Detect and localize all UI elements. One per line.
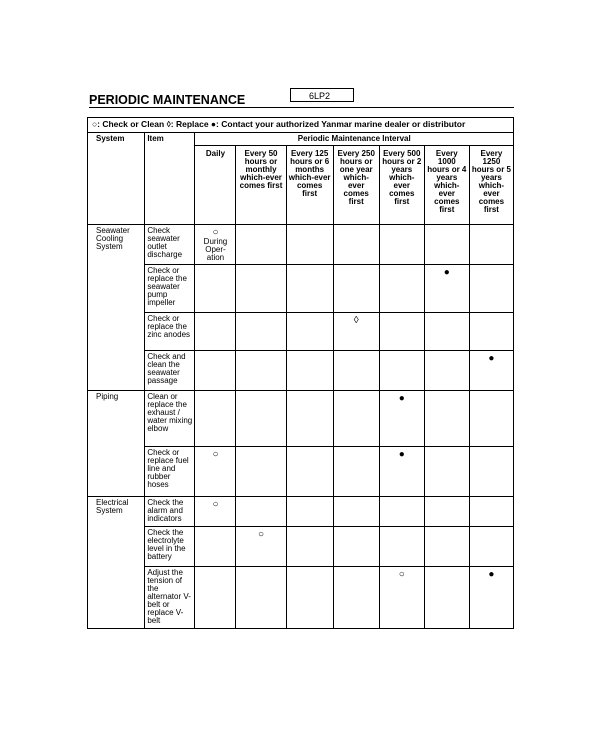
item-cell: Check the electrolyte level in the battery — [145, 527, 195, 567]
interval-cell — [195, 391, 236, 447]
interval-cell — [379, 265, 424, 313]
item-cell: Check seawater outlet discharge — [145, 225, 195, 265]
interval-cell — [333, 567, 379, 629]
mark-symbol: ● — [488, 353, 495, 364]
interval-header: Every 1000 hours or 4 years which-ever comes first — [424, 146, 469, 225]
interval-cell — [333, 497, 379, 527]
interval-cell — [333, 265, 379, 313]
interval-cell — [286, 447, 333, 497]
interval-cell — [195, 313, 236, 351]
interval-cell — [424, 351, 469, 391]
interval-header: Every 500 hours or 2 years which-ever comes first — [379, 146, 424, 225]
interval-cell — [379, 447, 424, 497]
mark-symbol: ● — [488, 569, 495, 580]
mark-note: During Oper-ation — [203, 237, 228, 262]
mark-symbol: ● — [398, 449, 405, 460]
interval-cell — [195, 497, 236, 527]
system-cell: Seawater Cooling System — [88, 225, 145, 391]
interval-cell — [469, 527, 513, 567]
table-row — [88, 225, 514, 265]
interval-cell — [195, 225, 236, 265]
table-row — [88, 265, 514, 313]
legend: ○: Check or Clean ◊: Replace ●: Contact your authorized Yanmar marine dealer or distributor — [88, 118, 514, 133]
column-header-interval-group: Periodic Maintenance Interval — [195, 133, 514, 146]
mark-symbol: ○ — [398, 569, 405, 580]
interval-header: Every 1250 hours or 5 years which-ever comes first — [469, 146, 513, 225]
table-row — [88, 567, 514, 629]
interval-cell — [379, 497, 424, 527]
interval-cell — [379, 567, 424, 629]
item-cell: Check or replace the seawater pump impeller — [145, 265, 195, 313]
item-cell: Check and clean the seawater passage — [145, 351, 195, 391]
interval-cell — [195, 447, 236, 497]
interval-cell — [379, 225, 424, 265]
interval-cell — [286, 527, 333, 567]
interval-cell — [469, 265, 513, 313]
system-cell: Electrical System — [88, 497, 145, 629]
mark-symbol: ○ — [212, 499, 219, 510]
mark-symbol: ○ — [212, 449, 219, 460]
interval-cell — [236, 265, 286, 313]
item-cell: Check the alarm and indicators — [145, 497, 195, 527]
interval-cell — [469, 447, 513, 497]
interval-cell — [424, 225, 469, 265]
interval-cell — [286, 351, 333, 391]
interval-cell — [333, 351, 379, 391]
interval-cell — [469, 567, 513, 629]
interval-cell — [379, 527, 424, 567]
interval-cell — [236, 527, 286, 567]
interval-cell — [333, 225, 379, 265]
interval-cell — [236, 447, 286, 497]
system-cell: Piping — [88, 391, 145, 497]
mark-symbol: ◊ — [353, 315, 359, 326]
interval-cell — [286, 497, 333, 527]
interval-header: Every 250 hours or one year which-ever comes first — [333, 146, 379, 225]
interval-cell — [333, 313, 379, 351]
interval-cell — [424, 497, 469, 527]
interval-cell — [286, 225, 333, 265]
item-cell: Clean or replace the exhaust / water mixing elbow — [145, 391, 195, 447]
title-divider — [89, 107, 514, 108]
interval-cell — [236, 497, 286, 527]
interval-cell — [379, 313, 424, 351]
interval-cell — [236, 313, 286, 351]
interval-cell — [469, 391, 513, 447]
page-title: PERIODIC MAINTENANCE — [89, 93, 246, 107]
interval-cell — [333, 527, 379, 567]
table-row — [88, 391, 514, 447]
column-header-system: System — [88, 133, 145, 225]
interval-cell — [424, 527, 469, 567]
interval-cell — [379, 391, 424, 447]
maintenance-table — [87, 117, 514, 629]
item-cell: Check or replace the zinc anodes — [145, 313, 195, 351]
table-row — [88, 527, 514, 567]
interval-cell — [424, 391, 469, 447]
mark-symbol: ○ — [257, 529, 265, 540]
interval-cell — [236, 351, 286, 391]
table-row — [88, 351, 514, 391]
interval-cell — [195, 567, 236, 629]
interval-cell — [195, 265, 236, 313]
interval-cell — [469, 351, 513, 391]
interval-cell — [286, 567, 333, 629]
interval-header: Every 125 hours or 6 months which-ever comes first — [286, 146, 333, 225]
interval-header: Every 50 hours or monthly which-ever comes first — [236, 146, 286, 225]
interval-cell — [424, 447, 469, 497]
interval-cell — [469, 225, 513, 265]
interval-cell — [424, 265, 469, 313]
item-cell: Adjust the tension of the alternator V-belt or replace V-belt — [145, 567, 195, 629]
interval-cell — [333, 447, 379, 497]
interval-cell — [195, 527, 236, 567]
interval-cell — [195, 351, 236, 391]
interval-cell — [236, 391, 286, 447]
interval-cell — [424, 567, 469, 629]
table-row — [88, 447, 514, 497]
interval-header: Daily — [195, 146, 236, 225]
interval-cell — [286, 391, 333, 447]
interval-cell — [424, 313, 469, 351]
interval-cell — [236, 567, 286, 629]
item-cell: Check or replace fuel line and rubber hoses — [145, 447, 195, 497]
interval-cell — [286, 265, 333, 313]
mark-symbol: ● — [398, 393, 405, 404]
table-row — [88, 497, 514, 527]
interval-cell — [236, 225, 286, 265]
interval-cell — [469, 497, 513, 527]
column-header-item: Item — [145, 133, 195, 225]
mark-symbol: ○ — [212, 227, 219, 238]
mark-symbol: ● — [443, 267, 450, 278]
model-label: 6LP2 — [290, 88, 354, 102]
interval-cell — [379, 351, 424, 391]
table-row — [88, 313, 514, 351]
interval-cell — [333, 391, 379, 447]
interval-cell — [469, 313, 513, 351]
interval-cell — [286, 313, 333, 351]
